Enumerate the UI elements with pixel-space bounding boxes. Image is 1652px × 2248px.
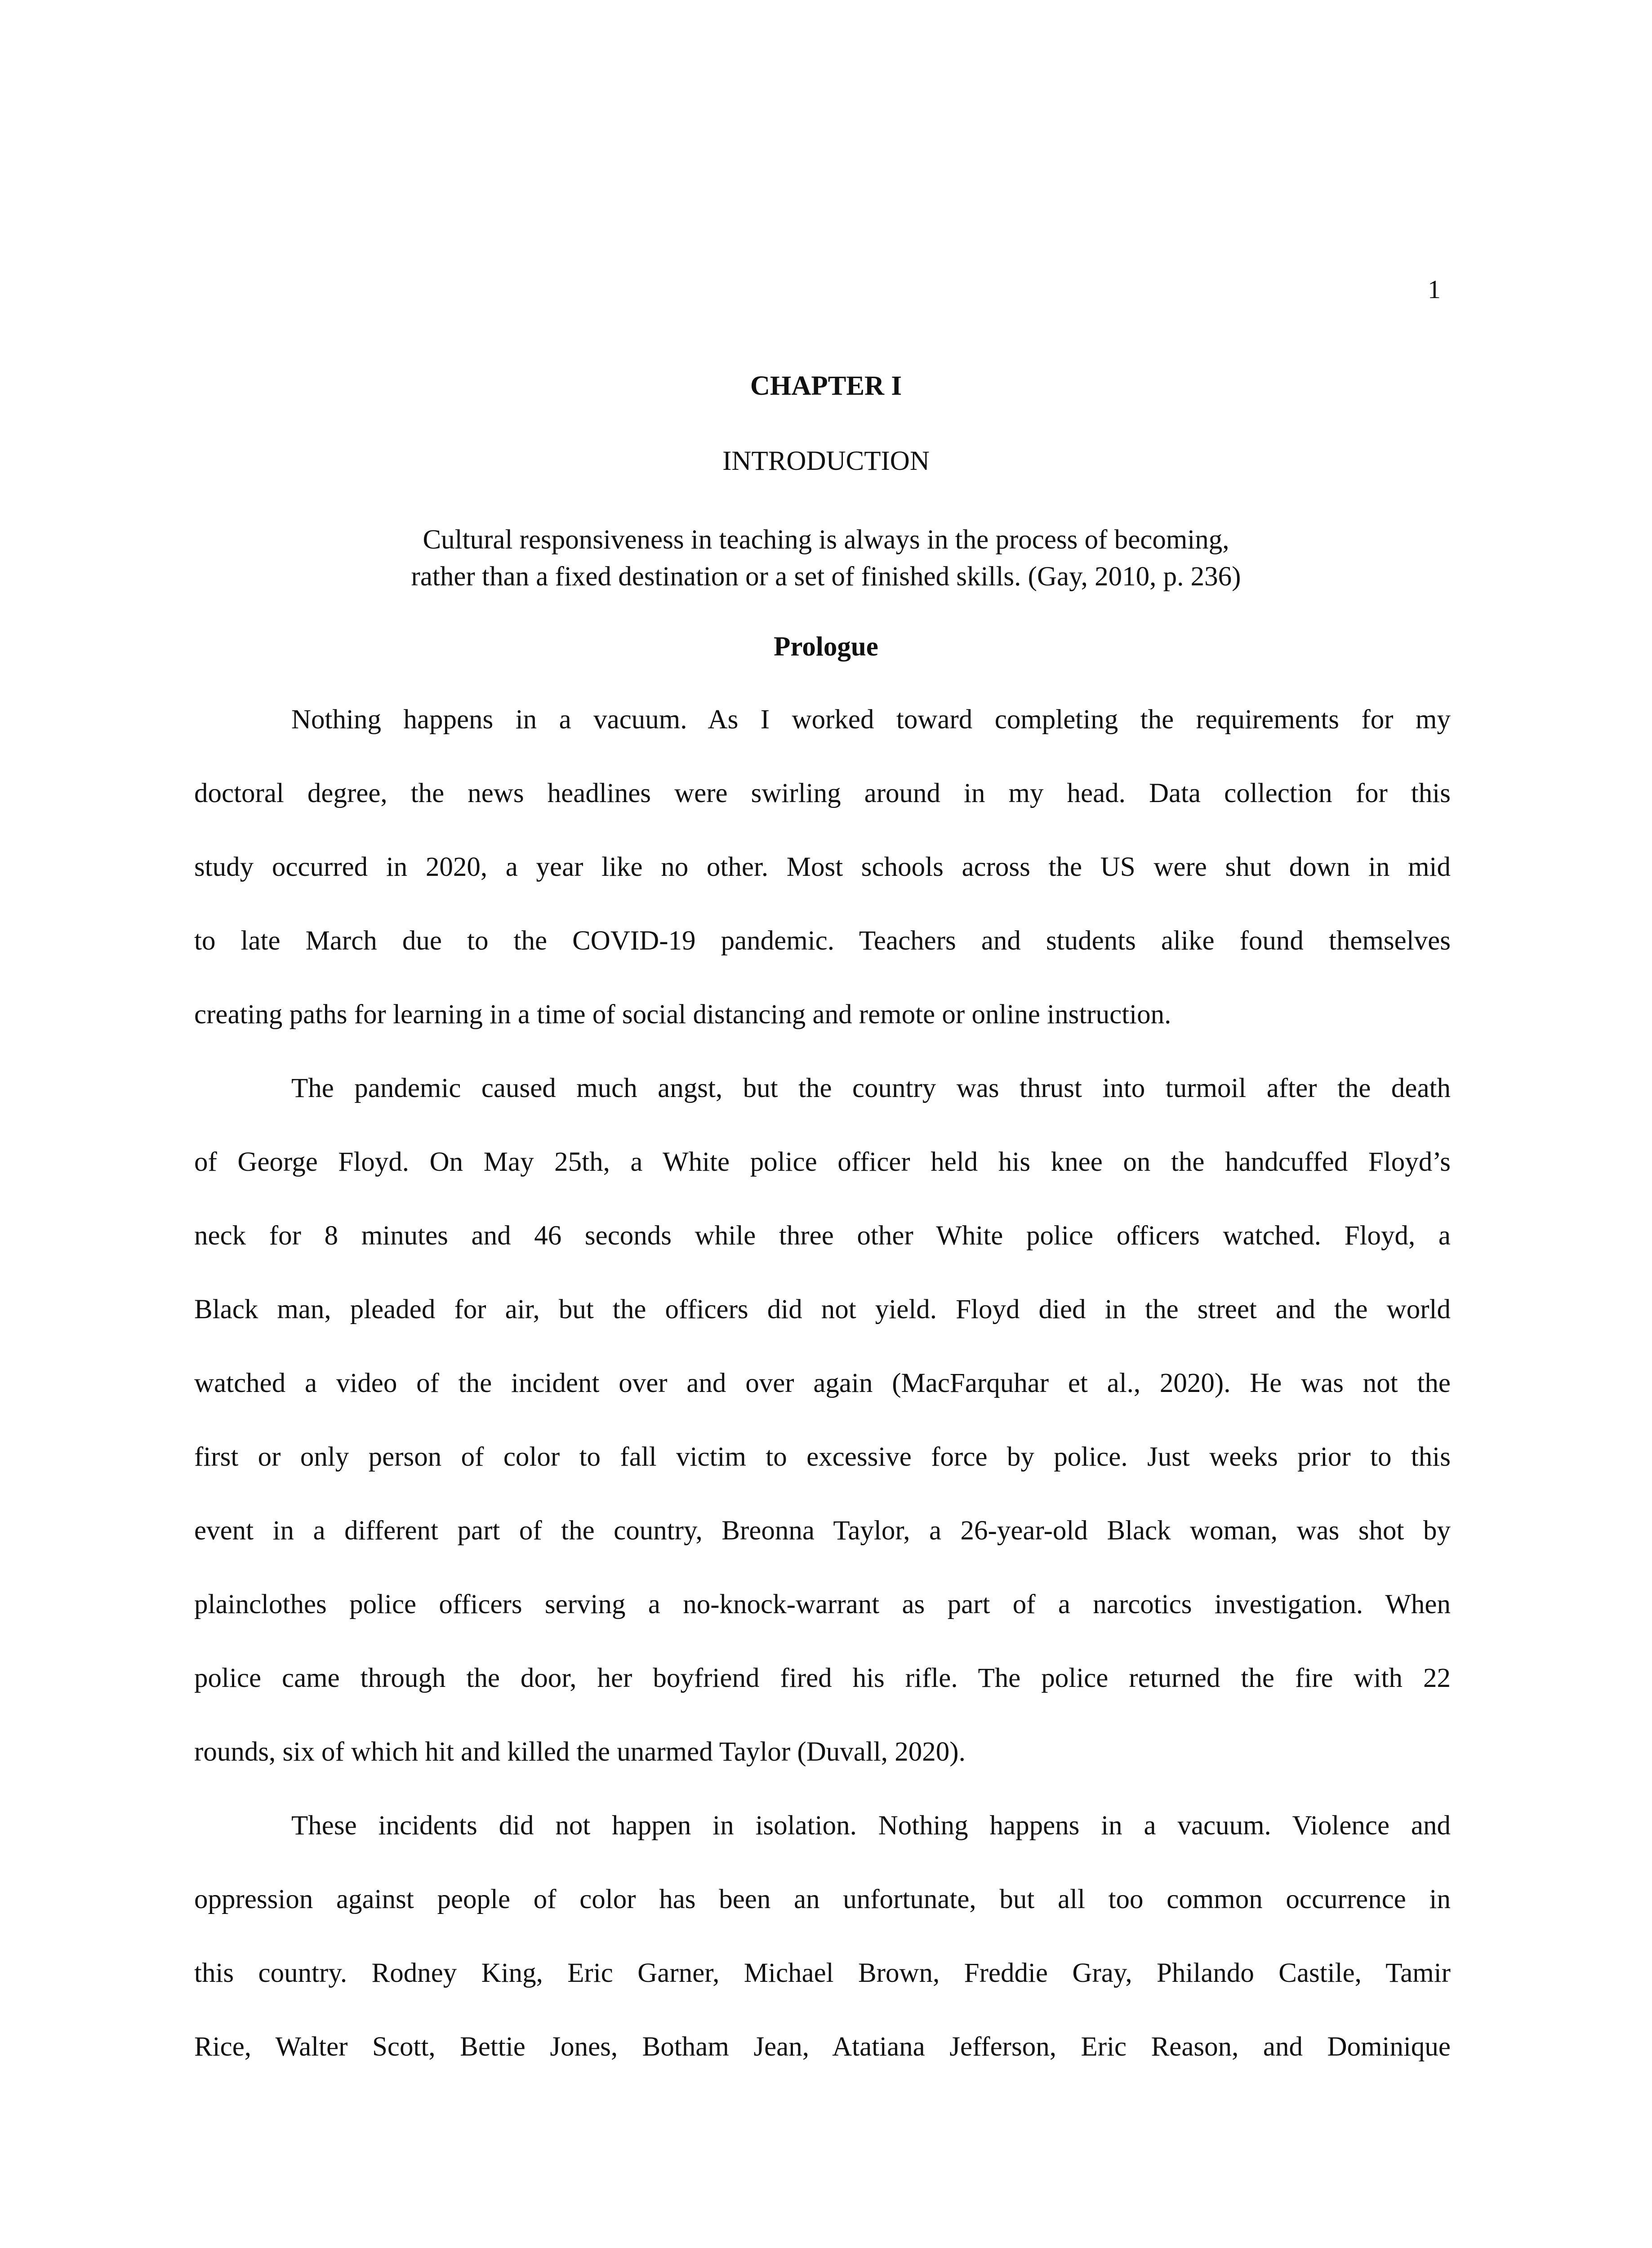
- paragraph-line: neck for 8 minutes and 46 seconds while three other White police officers watched. Floyd, a: [194, 1221, 1451, 1251]
- paragraph-line: study occurred in 2020, a year like no other. Most schools across the US were shut down in mid: [194, 852, 1451, 882]
- paragraph-line: The pandemic caused much angst, but the country was thrust into turmoil after the death: [291, 1073, 1451, 1103]
- paragraph-line: Rice, Walter Scott, Bettie Jones, Botham Jean, Atatiana Jefferson, Eric Reason, and Dominique: [194, 2032, 1451, 2062]
- paragraph-line: rounds, six of which hit and killed the unarmed Taylor (Duvall, 2020).: [194, 1737, 966, 1767]
- epigraph-line: rather than a fixed destination or a set of finished skills. (Gay, 2010, p. 236): [411, 562, 1241, 592]
- paragraph-line: to late March due to the COVID-19 pandemic. Teachers and students alike found themselves: [194, 926, 1451, 956]
- paragraph-line: event in a different part of the country, Breonna Taylor, a 26-year-old Black woman, was shot by: [194, 1516, 1451, 1546]
- paragraph-line: creating paths for learning in a time of social distancing and remote or online instruction.: [194, 999, 1171, 1030]
- paragraph-line: Nothing happens in a vacuum. As I worked toward completing the requirements for my: [291, 705, 1451, 735]
- paragraph-line: first or only person of color to fall victim to excessive force by police. Just weeks prior to this: [194, 1442, 1451, 1472]
- epigraph-quote: [0, 522, 1652, 595]
- paragraph-line: of George Floyd. On May 25th, a White police officer held his knee on the handcuffed Floyd’s: [194, 1147, 1451, 1177]
- paragraph-line: Black man, pleaded for air, but the officers did not yield. Floyd died in the street and the world: [194, 1294, 1451, 1325]
- paragraph-line: These incidents did not happen in isolation. Nothing happens in a vacuum. Violence and: [291, 1811, 1451, 1841]
- body-text: [194, 701, 1451, 2102]
- section-heading: Prologue: [774, 632, 878, 662]
- chapter-heading: CHAPTER I: [750, 371, 902, 401]
- paragraph-line: this country. Rodney King, Eric Garner, Michael Brown, Freddie Gray, Philando Castile, Tamir: [194, 1958, 1451, 1988]
- page-number: 1: [1428, 275, 1441, 304]
- paragraph-line: oppression against people of color has been an unfortunate, but all too common occurrence in: [194, 1884, 1451, 1914]
- paragraph-line: plainclothes police officers serving a no-knock-warrant as part of a narcotics investigation. When: [194, 1589, 1451, 1619]
- epigraph-line: Cultural responsiveness in teaching is always in the process of becoming,: [423, 525, 1229, 555]
- paragraph-line: doctoral degree, the news headlines were swirling around in my head. Data collection for this: [194, 778, 1451, 808]
- chapter-title: INTRODUCTION: [722, 446, 930, 476]
- paragraph-line: watched a video of the incident over and over again (MacFarquhar et al., 2020). He was not the: [194, 1368, 1451, 1398]
- paragraph-line: police came through the door, her boyfriend fired his rifle. The police returned the fire with 22: [194, 1663, 1451, 1693]
